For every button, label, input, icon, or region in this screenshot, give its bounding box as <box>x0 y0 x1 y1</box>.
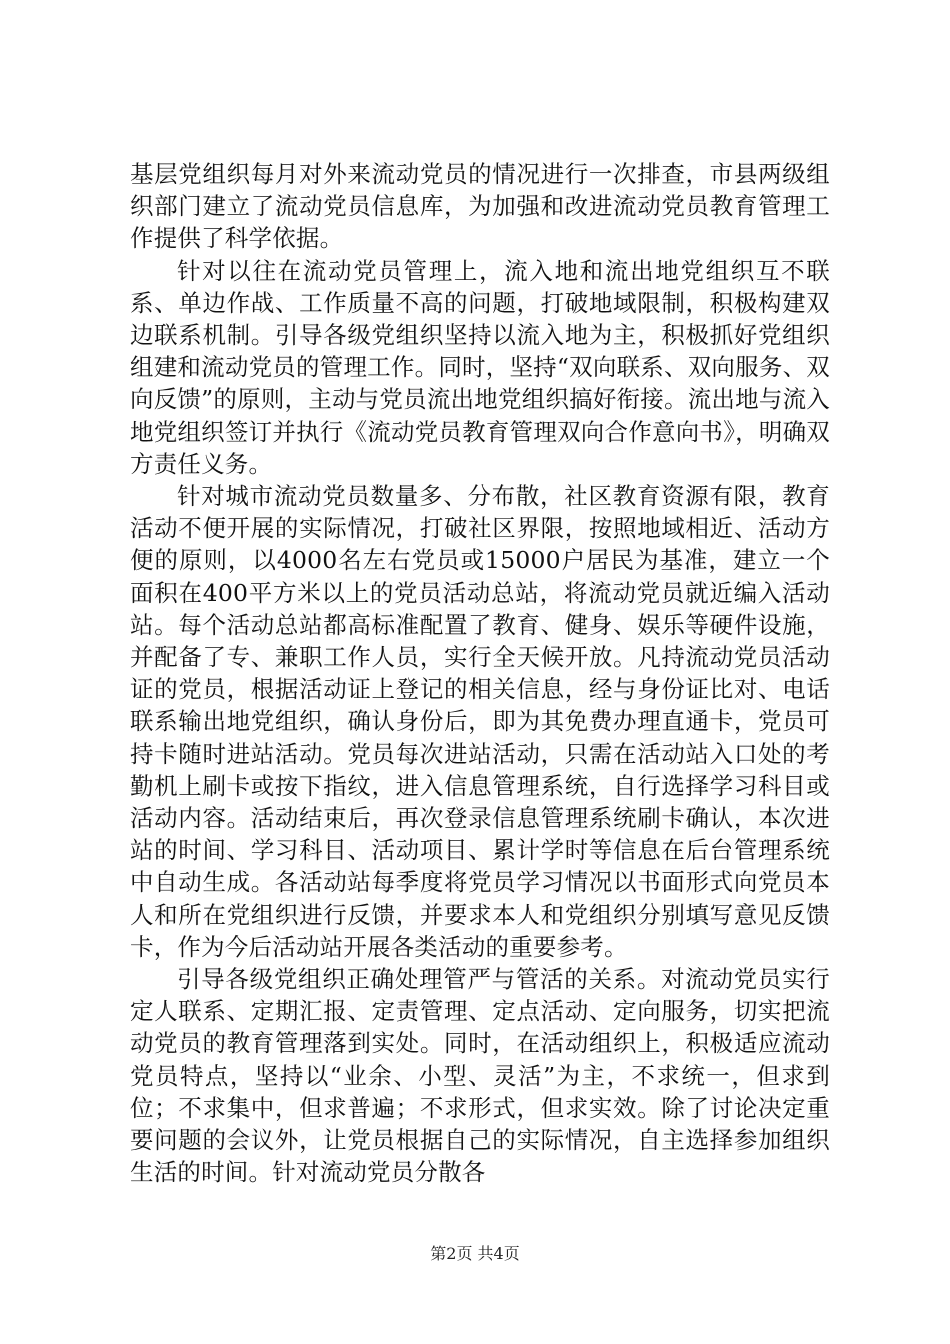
page-number-footer: 第2页 共4页 <box>430 1244 520 1263</box>
paragraph-3: 针对城市流动党员数量多、分布散，社区教育资源有限，教育活动不便开展的实际情况，打破社区界限，按照地域相近、活动方便的原则，以4000名左右党员或15000户居民为基准，建立一个面积在400平方米以上的党员活动总站，将流动党员就近编入活动站。每个活动总站都高标准配置了教育、健身、娱乐等硬件设施，并配备了专、兼职工作人员，实行全天候开放。凡持流动党员活动证的党员，根据活动证上登记的相关信息，经与身份证比对、电话联系输出地党组织，确认身份后，即为其免费办理直通卡，党员可持卡随时进站活动。党员每次进站活动，只需在活动站入口处的考勤机上刷卡或按下指纹，进入信息管理系统，自行选择学习科目或活动内容。活动结束后，再次登录信息管理系统刷卡确认，本次进站的时间、学习科目、活动项目、累计学时等信息在后台管理系统中自动生成。各活动站每季度将党员学习情况以书面形式向党员本人和所在党组织进行反馈，并要求本人和党组织分别填写意见反馈卡，作为今后活动站开展各类活动的重要参考。 <box>130 482 830 961</box>
document-body <box>130 158 830 1189</box>
paragraph-1: 基层党组织每月对外来流动党员的情况进行一次排查，市县两级组织部门建立了流动党员信息库，为加强和改进流动党员教育管理工作提供了科学依据。 <box>130 160 830 253</box>
paragraph-2: 针对以往在流动党员管理上，流入地和流出地党组织互不联系、单边作战、工作质量不高的问题，打破地域限制，积极构建双边联系机制。引导各级党组织坚持以流入地为主，积极抓好党组织组建和流动党员的管理工作。同时，坚持“双向联系、双向服务、双向反馈”的原则，主动与党员流出地党组织搞好衔接。流出地与流入地党组织签订并执行《流动党员教育管理双向合作意向书》，明确双方责任义务。 <box>130 256 830 478</box>
paragraph-4: 引导各级党组织正确处理管严与管活的关系。对流动党员实行定人联系、定期汇报、定责管理、定点活动、定向服务，切实把流动党员的教育管理落到实处。同时，在活动组织上，积极适应流动党员特点，坚持以“业余、小型、灵活”为主，不求统一，但求到位；不求集中，但求普遍；不求形式，但求实效。除了讨论决定重要问题的会议外，让党员根据自己的实际情况，自主选择参加组织生活的时间。针对流动党员分散各 <box>130 965 830 1187</box>
